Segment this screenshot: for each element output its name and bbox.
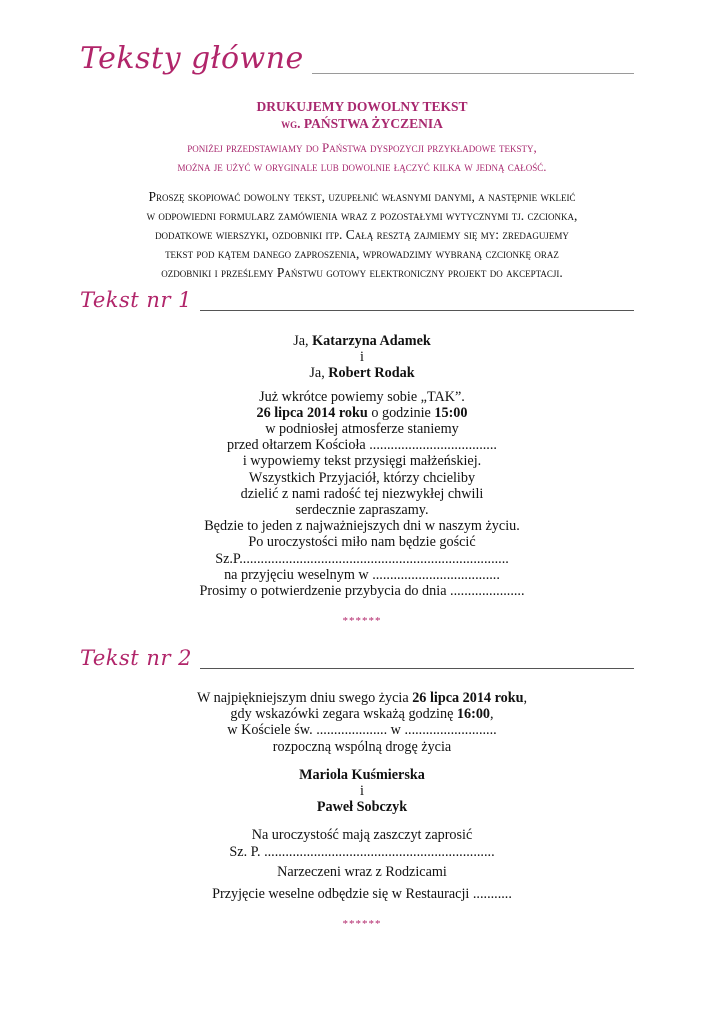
title-rule: [312, 73, 634, 74]
text2-heading: Tekst nr 2: [80, 646, 193, 670]
main-heading-row: [80, 41, 634, 76]
ja-prefix: Ja,: [293, 333, 313, 349]
spacer: [70, 755, 654, 767]
text1-date-line: [70, 405, 654, 421]
text2-line-1: [70, 690, 654, 706]
text1-line: Będzie to jeden z najważniejszych dni w naszym życiu.: [204, 518, 520, 535]
conjunction: i: [360, 349, 364, 366]
text1-line: na przyjęciu weselnym w ....................................: [224, 566, 500, 583]
text2-line-7: Narzeczeni wraz z Rodzicami: [277, 863, 447, 880]
wedding-date: 26 lipca 2014 roku: [256, 404, 368, 421]
text2-line-4: rozpoczną wspólną drogę życia: [272, 738, 452, 755]
wedding-time: 16:00: [456, 706, 491, 723]
text2-line-2: [70, 706, 654, 722]
page-title: Teksty główne: [80, 41, 304, 76]
intro-sub-line-1: poniżej przedstawiamy do Państwa dyspozycji przykładowe teksty,: [187, 140, 537, 155]
time-prefix: o godzinie: [367, 404, 435, 421]
spacer: [70, 902, 654, 916]
spacer: [70, 815, 654, 827]
text1-groom-bride-line-1: [70, 333, 654, 349]
text1-groom-bride-line-2: [70, 365, 654, 381]
spacer: [70, 382, 654, 389]
text1-heading: Tekst nr 1: [80, 288, 193, 312]
conjunction: i: [360, 783, 364, 800]
intro-body-line: tekst pod kątem danego zaproszenia, wprowadzimy wybraną czcionkę oraz: [165, 246, 559, 261]
text2-line-1-prefix: W najpiękniejszym dniu swego życia: [196, 690, 413, 706]
text2-line-5: Na uroczystość mają zaszczyt zaprosić: [251, 827, 473, 844]
bride-name: Mariola Kuśmierska: [299, 766, 425, 783]
separator-stars: ******: [342, 615, 382, 628]
comma: ,: [490, 706, 494, 723]
intro-body-line: Proszę skopiować dowolny tekst, uzupełnić własnymi danymi, a następnie wkleić: [148, 189, 576, 204]
intro-line-1: DRUKUJEMY DOWOLNY TEKST: [256, 99, 468, 114]
text1-line: dzielić z nami radość tej niezwykłej chwili: [240, 485, 484, 502]
intro-body: [70, 187, 654, 282]
intro-body-line: dodatkowe wierszyki, ozdobniki itp. Całą resztą zajmiemy się my: zredagujemy: [155, 227, 569, 242]
ja-prefix: Ja,: [309, 365, 329, 382]
intro-subheading: [70, 138, 654, 176]
intro-sub-line-2: można je użyć w oryginale lub dowolnie łączyć kilka w jedną całość.: [177, 159, 547, 174]
text1-rule: [200, 310, 634, 311]
intro-heading: [70, 98, 654, 132]
text1-line: i wypowiemy tekst przysięgi małżeńskiej.: [242, 453, 482, 470]
text2-rule: [200, 668, 634, 669]
text2-bride-line: [70, 767, 654, 783]
wedding-time: 15:00: [434, 404, 468, 421]
text2-line-8: Przyjęcie weselne odbędzie się w Restauracji ...........: [212, 886, 512, 903]
bride-name: Katarzyna Adamek: [312, 333, 431, 349]
text1-body: [70, 333, 654, 629]
text1-line: Prosimy o potwierdzenie przybycia do dnia .....................: [199, 583, 525, 600]
text1-heading-row: [80, 290, 634, 311]
intro-body-line: ozdobniki i prześlemy Państwu gotowy elektroniczny projekt do akceptacji.: [161, 265, 563, 280]
text1-line: przed ołtarzem Kościoła ....................................: [227, 437, 497, 454]
text2-body: [70, 690, 654, 932]
spacer: [70, 599, 654, 613]
text2-line-6: Sz. P. .................................................................: [229, 843, 495, 860]
groom-name: Paweł Sobczyk: [316, 799, 408, 816]
groom-name: Robert Rodak: [328, 365, 415, 382]
text2-groom-line: [70, 799, 654, 815]
intro-body-line: w odpowiedni formularz zamówienia wraz z pozostałymi wytycznymi tj. czcionka,: [146, 208, 578, 223]
text1-line: Wszystkich Przyjaciół, którzy chcieliby: [248, 469, 476, 486]
text1-line: serdecznie zapraszamy.: [295, 502, 429, 519]
separator-stars: ******: [342, 918, 382, 931]
text2-heading-row: [80, 648, 634, 669]
text1-line: w podniosłej atmosferze staniemy: [265, 421, 459, 438]
comma: ,: [523, 690, 528, 706]
text1-line: Po uroczystości miło nam będzie gościć: [248, 534, 476, 551]
intro-line-2: wg. PAŃSTWA ŻYCZENIA: [281, 116, 443, 131]
text1-line: Już wkrótce powiemy sobie „TAK”.: [259, 388, 465, 405]
text1-line: Sz.P............................................................................: [215, 550, 509, 567]
text2-line-3: w Kościele św. .................... w ..........................: [227, 722, 497, 739]
wedding-date: 26 lipca 2014 roku: [412, 690, 524, 706]
text2-line-2-prefix: gdy wskazówki zegara wskażą godzinę: [230, 706, 457, 723]
